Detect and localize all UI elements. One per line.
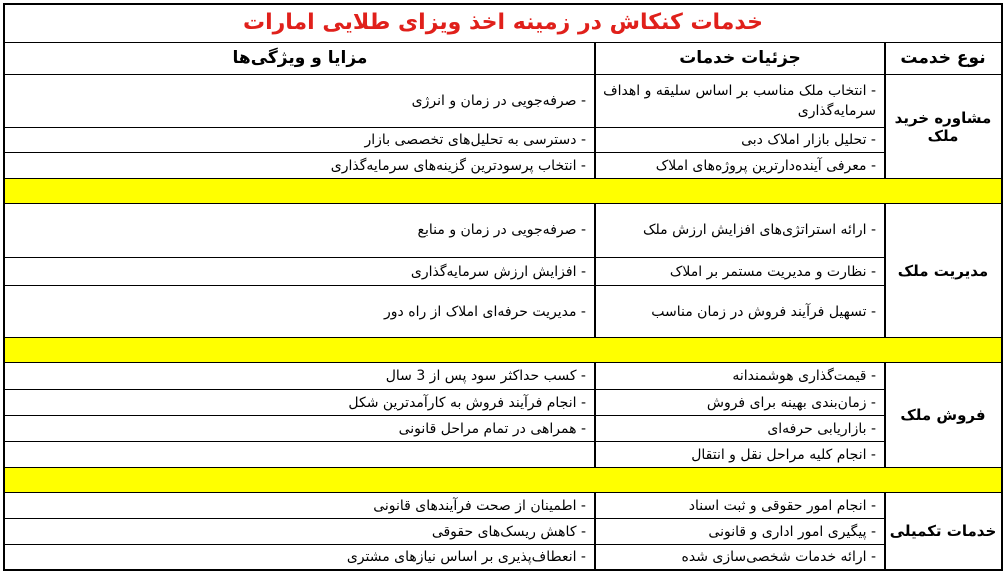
- detail-cell: - پیگیری امور اداری و قانونی: [708, 523, 876, 540]
- benefit-cell: - کسب حداکثر سود پس از 3 سال: [385, 367, 586, 384]
- benefit-cell: - صرفه‌جویی در زمان و منابع: [417, 222, 586, 238]
- yellow-separator: [5, 467, 1001, 493]
- detail-cell: - تحلیل بازار املاک دبی: [741, 132, 876, 148]
- benefit-cell: - صرفه‌جویی در زمان و انرژی: [411, 93, 586, 109]
- benefit-cell: - کاهش ریسک‌های حقوقی: [431, 523, 586, 540]
- detail-cell: - انجام امور حقوقی و ثبت اسناد: [688, 497, 876, 514]
- detail-cell: - بازاریابی حرفه‌ای: [767, 420, 876, 437]
- benefit-cell: - افزایش ارزش سرمایه‌گذاری: [410, 263, 586, 280]
- benefit-cell: - انتخاب پرسودترین گزینه‌های سرمایه‌گذاری: [330, 157, 586, 174]
- detail-cell: - قیمت‌گذاری هوشمندانه: [732, 367, 876, 384]
- benefit-cell: [5, 442, 594, 467]
- service-name: مشاوره خرید ملک: [894, 108, 992, 145]
- detail-cell: - زمان‌بندی بهینه برای فروش: [706, 394, 876, 411]
- header-benefits: مزایا و ویژگی‌ها: [5, 43, 595, 75]
- detail-cell: - معرفی آینده‌دارترین پروژه‌های املاک: [655, 157, 876, 174]
- detail-cell: - انجام کلیه مراحل نقل و انتقال: [691, 446, 876, 463]
- benefit-cell: - انجام فرآیند فروش به کارآمدترین شکل: [348, 394, 586, 411]
- detail-cell: - ارائه استراتژی‌های افزایش ارزش ملک: [643, 222, 876, 238]
- table-title: خدمات کنکاش در زمینه اخذ ویزای طلایی امارات: [5, 5, 1001, 43]
- yellow-separator: [5, 337, 1001, 363]
- benefit-cell: - انعطاف‌پذیری بر اساس نیازهای مشتری: [346, 549, 586, 565]
- benefit-cell: - اطمینان از صحت فرآیندهای قانونی: [373, 497, 586, 514]
- services-table: [3, 3, 1003, 571]
- header-service-type: نوع خدمت: [885, 43, 1001, 75]
- benefit-cell: - دسترسی به تحلیل‌های تخصصی بازار: [364, 132, 586, 148]
- service-name: مدیریت ملک: [897, 261, 989, 280]
- detail-cell: - تسهیل فرآیند فروش در زمان مناسب: [651, 303, 876, 320]
- header-details: جزئیات خدمات: [595, 43, 885, 75]
- service-name: خدمات تکمیلی: [889, 522, 997, 540]
- header-divider: [884, 43, 886, 75]
- header-divider: [594, 43, 596, 75]
- detail-cell: - ارائه خدمات شخصی‌سازی شده: [681, 549, 876, 565]
- detail-cell: - نظارت و مدیریت مستمر بر املاک: [669, 263, 876, 280]
- benefit-cell: - مدیریت حرفه‌ای املاک از راه دور: [384, 303, 586, 320]
- yellow-separator: [5, 178, 1001, 204]
- service-name: فروش ملک: [900, 406, 986, 424]
- detail-cell: - انتخاب ملک مناسب بر اساس سلیقه و اهداف سرمایه‌گذاری: [603, 83, 876, 119]
- benefit-cell: - همراهی در تمام مراحل قانونی: [398, 420, 586, 437]
